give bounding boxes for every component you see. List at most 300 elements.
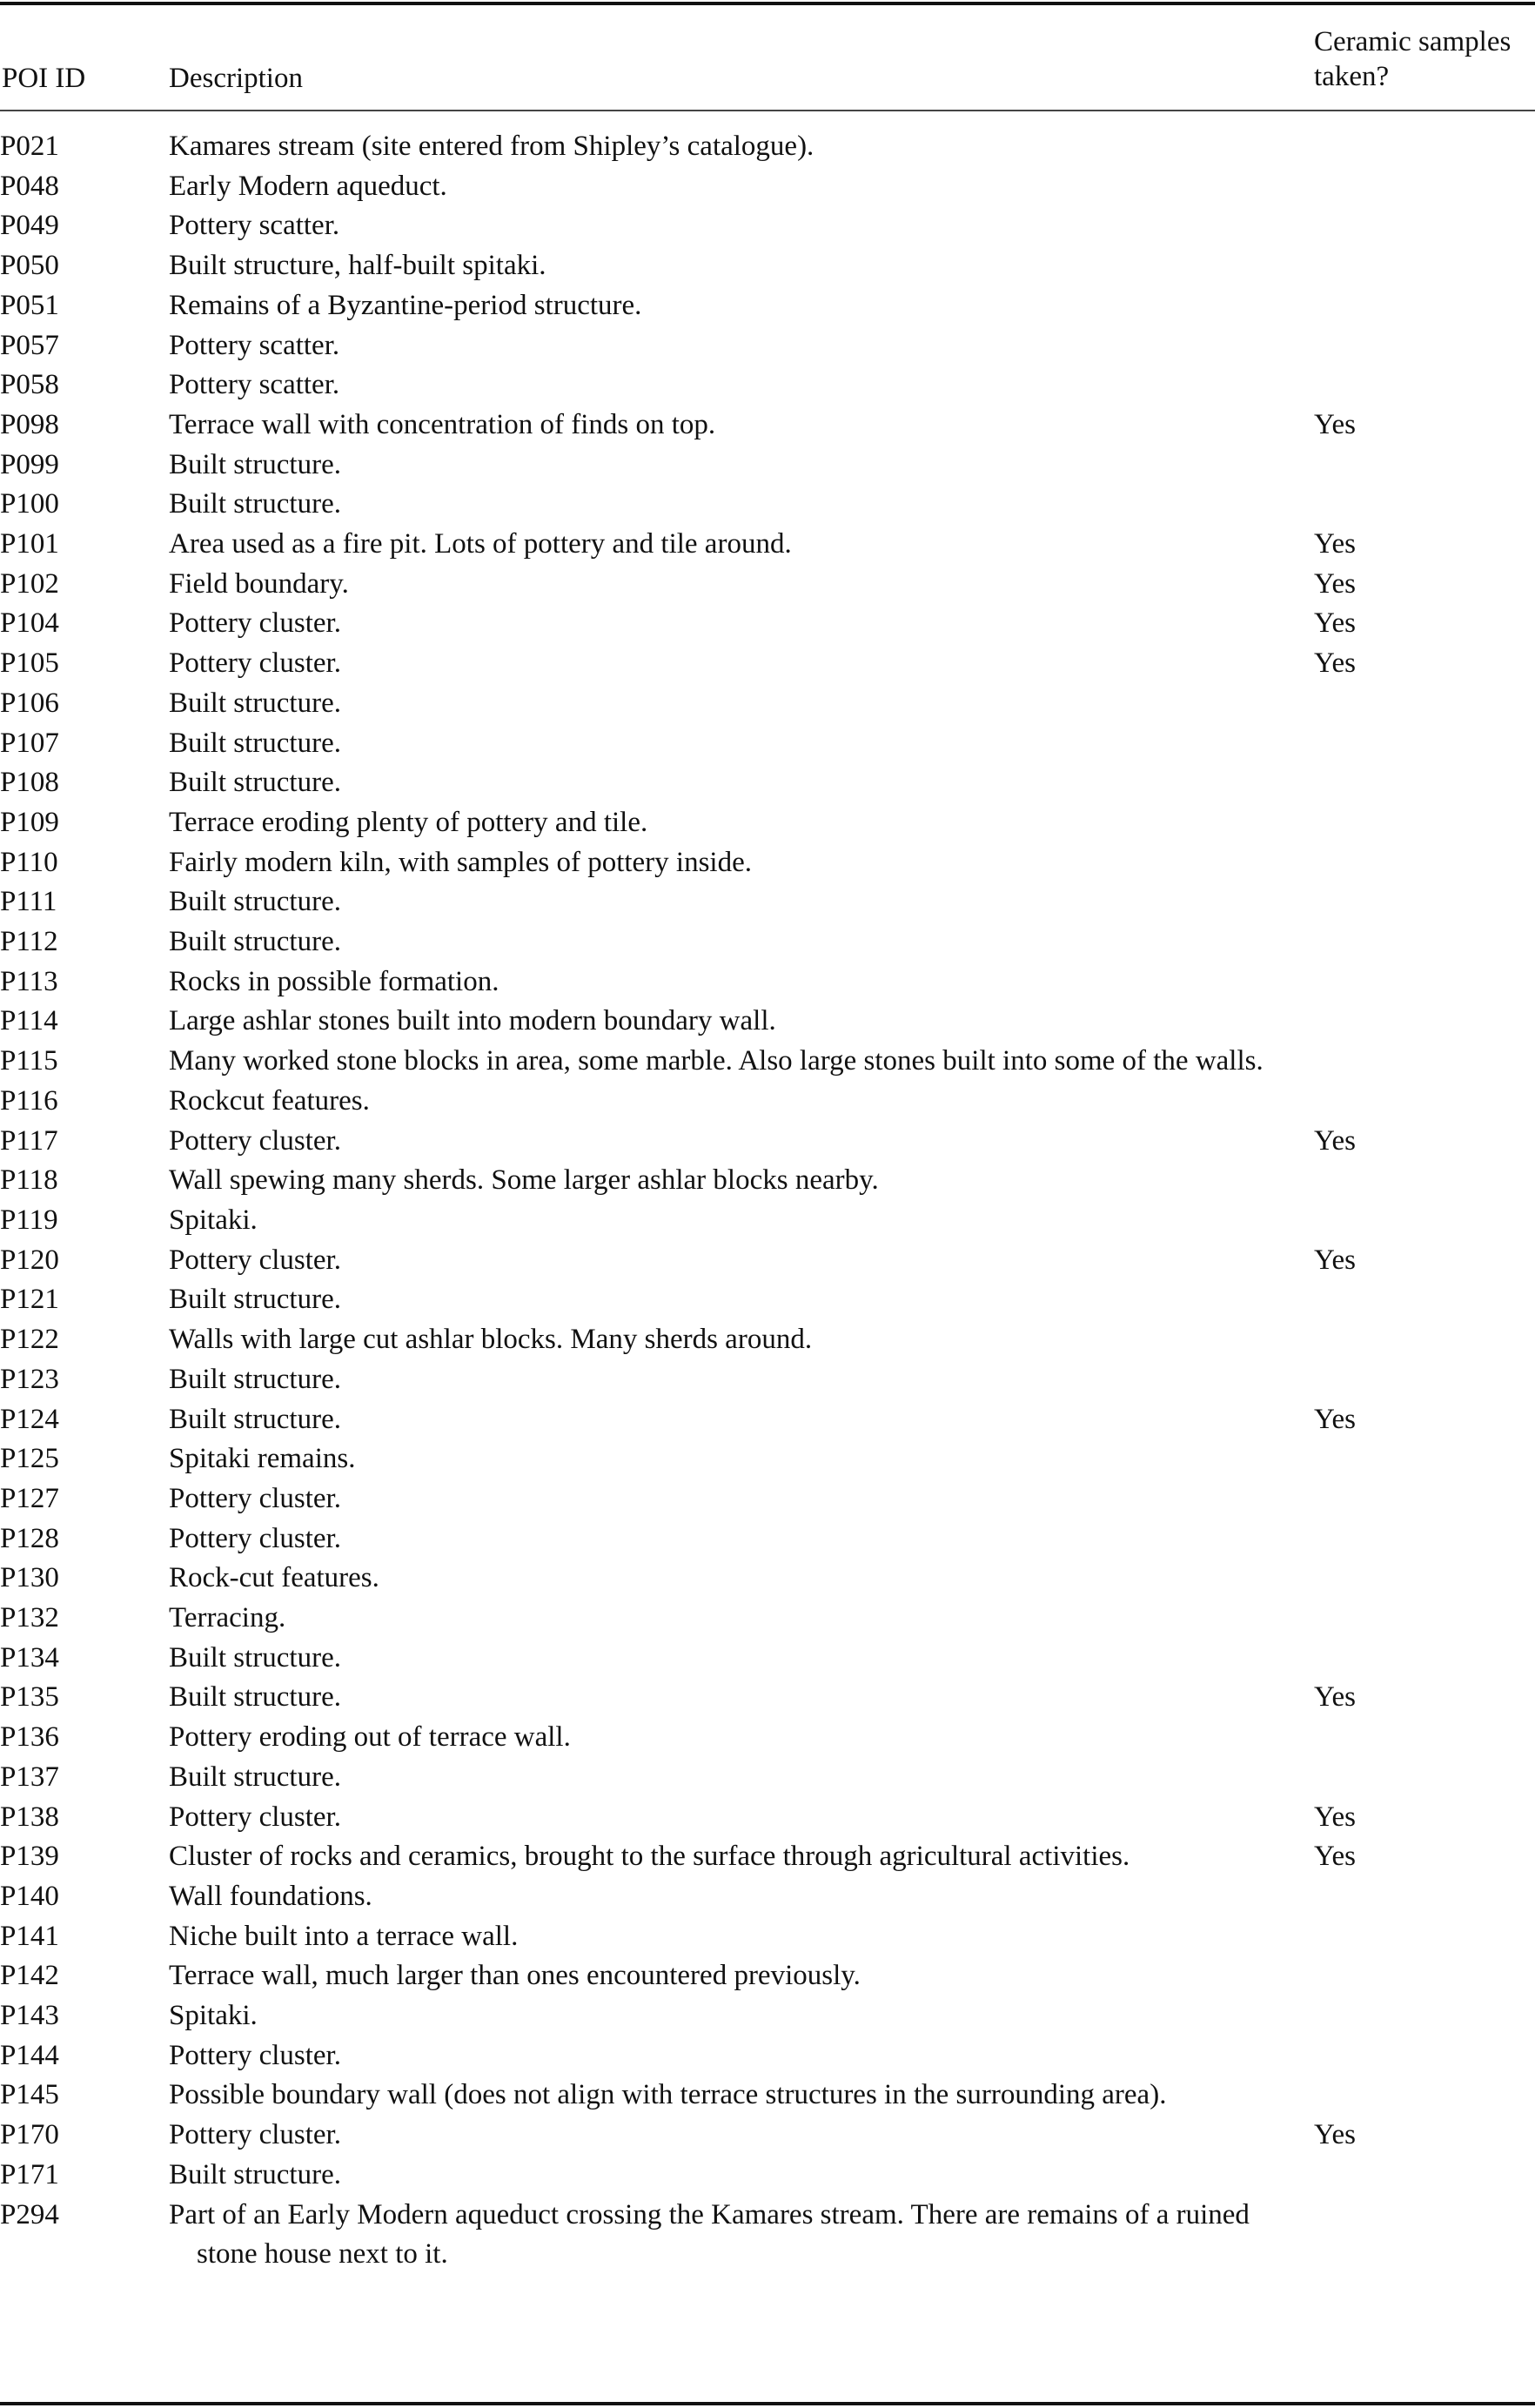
ceramic-samples-cell <box>1314 1360 1535 1400</box>
table-row <box>0 1519 1535 1559</box>
description-cell-text: Spitaki. <box>169 2000 258 2032</box>
table-row <box>0 882 1535 922</box>
description-cell <box>169 1877 1314 1917</box>
poi-id-cell-text: P113 <box>0 965 58 997</box>
poi-table <box>0 127 1535 2275</box>
description-cell <box>169 1758 1314 1798</box>
table-row <box>0 1877 1535 1917</box>
description-cell-text: Fairly modern kiln, with samples of pottery inside. <box>169 846 752 878</box>
description-cell <box>169 763 1314 803</box>
poi-id-cell-text: P136 <box>0 1721 59 1754</box>
poi-id-cell <box>0 1718 169 1758</box>
poi-id-cell <box>0 2156 169 2196</box>
table-row <box>0 406 1535 446</box>
poi-id-cell-text: P057 <box>0 329 59 361</box>
poi-id-cell <box>0 406 169 446</box>
poi-id-cell-text: P294 <box>0 2198 59 2230</box>
ceramic-samples-cell <box>1314 2036 1535 2076</box>
table-row <box>0 246 1535 286</box>
table-header-rule <box>0 110 1535 111</box>
table-row <box>0 684 1535 724</box>
description-cell <box>169 684 1314 724</box>
description-cell-text: Terrace wall, much larger than ones encountered previously. <box>169 1960 861 1992</box>
ceramic-samples-cell <box>1314 1678 1535 1718</box>
description-cell <box>169 843 1314 883</box>
poi-id-cell-text: P124 <box>0 1403 59 1435</box>
poi-id-cell <box>0 1479 169 1519</box>
poi-id-cell-text: P171 <box>0 2158 59 2190</box>
ceramic-samples-cell <box>1314 1837 1535 1877</box>
poi-id-cell <box>0 2076 169 2116</box>
description-cell-text: Pottery scatter. <box>169 329 340 361</box>
ceramic-samples-cell-text: Yes <box>1314 607 1357 640</box>
ceramic-samples-cell <box>1314 2116 1535 2156</box>
poi-id-cell <box>0 882 169 922</box>
poi-id-cell-text: P102 <box>0 567 59 600</box>
description-cell-text: Rockcut features. <box>169 1084 370 1117</box>
ceramic-samples-cell <box>1314 1718 1535 1758</box>
poi-id-cell-text: P100 <box>0 488 59 520</box>
description-cell <box>169 2116 1314 2156</box>
table-row <box>0 1996 1535 2036</box>
table-row <box>0 127 1535 167</box>
description-cell-text: Pottery cluster. <box>169 2039 341 2071</box>
description-cell-text: Niche built into a terrace wall. <box>169 1920 519 1952</box>
description-cell-text: Walls with large cut ashlar blocks. Many sherds around. <box>169 1324 813 1356</box>
description-cell <box>169 286 1314 326</box>
table-row <box>0 1122 1535 1162</box>
ceramic-samples-cell <box>1314 684 1535 724</box>
table-row <box>0 1678 1535 1718</box>
description-cell <box>169 922 1314 963</box>
poi-id-cell <box>0 1837 169 1877</box>
ceramic-samples-cell <box>1314 963 1535 1003</box>
table-row <box>0 604 1535 644</box>
description-cell <box>169 565 1314 605</box>
description-cell-text: Terrace wall with concentration of finds on top. <box>169 408 716 440</box>
description-cell <box>169 1320 1314 1360</box>
ceramic-samples-cell <box>1314 1599 1535 1639</box>
poi-id-cell-text: P058 <box>0 369 59 401</box>
table-row <box>0 1002 1535 1042</box>
description-cell-text: Cluster of rocks and ceramics, brought to the surface through agricultural activities. <box>169 1841 1130 1873</box>
description-cell-text: Built structure. <box>169 727 341 759</box>
ceramic-samples-cell <box>1314 1559 1535 1599</box>
description-cell <box>169 1280 1314 1320</box>
poi-id-cell-text: P021 <box>0 131 59 162</box>
header-description: Description <box>169 63 303 94</box>
ceramic-samples-cell <box>1314 644 1535 684</box>
description-cell <box>169 1559 1314 1599</box>
description-cell-text: Pottery cluster. <box>169 1522 341 1554</box>
ceramic-samples-cell <box>1314 1956 1535 1996</box>
description-cell-text: Pottery cluster. <box>169 1801 341 1833</box>
ceramic-samples-cell <box>1314 604 1535 644</box>
table-row <box>0 1479 1535 1519</box>
description-cell-text: Wall foundations. <box>169 1880 372 1912</box>
ceramic-samples-cell <box>1314 1996 1535 2036</box>
description-cell-text: Built structure. <box>169 448 341 480</box>
poi-id-cell-text: P109 <box>0 806 59 838</box>
table-row <box>0 286 1535 326</box>
poi-id-cell-text: P145 <box>0 2079 59 2111</box>
ceramic-samples-cell-text: Yes <box>1314 1124 1357 1157</box>
ceramic-samples-cell <box>1314 1201 1535 1241</box>
description-cell <box>169 644 1314 684</box>
description-cell <box>169 1241 1314 1281</box>
description-cell <box>169 1837 1314 1877</box>
ceramic-samples-cell <box>1314 1280 1535 1320</box>
table-row <box>0 1718 1535 1758</box>
ceramic-samples-cell <box>1314 763 1535 803</box>
poi-id-cell-text: P120 <box>0 1244 59 1276</box>
poi-id-cell <box>0 565 169 605</box>
description-cell-text: Spitaki remains. <box>169 1443 356 1475</box>
description-cell <box>169 1082 1314 1122</box>
ceramic-samples-cell-text: Yes <box>1314 1403 1357 1435</box>
table-row <box>0 1201 1535 1241</box>
ceramic-samples-cell <box>1314 1042 1535 1082</box>
description-cell-text: Pottery cluster. <box>169 647 341 680</box>
ceramic-samples-cell-text: Yes <box>1314 1841 1357 1873</box>
description-cell-text: Spitaki. <box>169 1204 258 1236</box>
description-cell <box>169 1161 1314 1201</box>
ceramic-samples-cell <box>1314 1002 1535 1042</box>
table-row <box>0 724 1535 764</box>
description-cell-text: Rocks in possible formation. <box>169 965 499 997</box>
description-cell <box>169 604 1314 644</box>
poi-id-cell <box>0 1519 169 1559</box>
poi-id-cell-text: P144 <box>0 2039 59 2071</box>
poi-id-cell-text: P123 <box>0 1363 59 1395</box>
poi-id-cell <box>0 2196 169 2275</box>
description-cell <box>169 206 1314 246</box>
ceramic-samples-cell <box>1314 843 1535 883</box>
description-cell <box>169 1996 1314 2036</box>
description-cell <box>169 1639 1314 1679</box>
description-cell-text: Possible boundary wall (does not align with terrace structures in the surrounding area). <box>169 2079 1167 2111</box>
description-cell <box>169 1002 1314 1042</box>
description-cell <box>169 1042 1314 1082</box>
description-cell-text: Built structure, half-built spitaki. <box>169 250 546 282</box>
ceramic-samples-cell-text: Yes <box>1314 1801 1357 1833</box>
table-row <box>0 843 1535 883</box>
description-cell-text: Pottery scatter. <box>169 369 340 401</box>
poi-id-cell-text: P099 <box>0 448 59 480</box>
description-cell <box>169 2076 1314 2116</box>
ceramic-samples-cell <box>1314 1519 1535 1559</box>
description-cell-text: Built structure. <box>169 1363 341 1395</box>
description-cell-text: Built structure. <box>169 1641 341 1674</box>
poi-id-cell <box>0 963 169 1003</box>
poi-id-cell <box>0 1877 169 1917</box>
poi-id-cell <box>0 1758 169 1798</box>
poi-id-cell-text: P116 <box>0 1084 58 1117</box>
poi-id-cell-text: P119 <box>0 1204 58 1236</box>
description-cell-text: Kamares stream (site entered from Shipley’s catalogue). <box>169 131 814 162</box>
poi-id-cell <box>0 644 169 684</box>
poi-id-cell <box>0 1917 169 1957</box>
ceramic-samples-cell <box>1314 803 1535 843</box>
poi-id-cell-text: P106 <box>0 687 59 719</box>
poi-id-cell-text: P170 <box>0 2119 59 2151</box>
poi-id-cell <box>0 1280 169 1320</box>
description-cell <box>169 1798 1314 1838</box>
ceramic-samples-cell-text: Yes <box>1314 647 1357 680</box>
header-poi-id: POI ID <box>2 63 86 94</box>
poi-id-cell <box>0 1122 169 1162</box>
description-cell <box>169 127 1314 167</box>
table-row <box>0 565 1535 605</box>
table-row <box>0 2156 1535 2196</box>
poi-id-cell-text: P125 <box>0 1443 59 1475</box>
description-cell-text: Part of an Early Modern aqueduct crossing the Kamares stream. There are remains of a ruined stone house next to it. <box>169 2198 1250 2270</box>
description-cell-text: Pottery cluster. <box>169 607 341 640</box>
poi-id-cell-text: P115 <box>0 1045 58 1077</box>
table-row <box>0 1042 1535 1082</box>
table-row <box>0 2036 1535 2076</box>
poi-id-cell <box>0 525 169 565</box>
poi-id-cell-text: P135 <box>0 1681 59 1714</box>
poi-id-cell-text: P107 <box>0 727 59 759</box>
table-row <box>0 1320 1535 1360</box>
poi-id-cell-text: P142 <box>0 1960 59 1992</box>
description-cell <box>169 2196 1314 2275</box>
poi-id-cell-text: P101 <box>0 528 59 560</box>
description-cell-text: Built structure. <box>169 1761 341 1793</box>
poi-id-cell-text: P122 <box>0 1324 59 1356</box>
ceramic-samples-cell <box>1314 1082 1535 1122</box>
ceramic-samples-cell <box>1314 2156 1535 2196</box>
poi-id-cell <box>0 604 169 644</box>
description-cell-text: Pottery cluster. <box>169 2119 341 2151</box>
ceramic-samples-cell <box>1314 1241 1535 1281</box>
table-row <box>0 1400 1535 1440</box>
poi-id-cell-text: P128 <box>0 1522 59 1554</box>
description-cell-text: Pottery scatter. <box>169 210 340 242</box>
ceramic-samples-cell <box>1314 922 1535 963</box>
poi-id-cell-text: P140 <box>0 1880 59 1912</box>
poi-id-cell-text: P111 <box>0 886 57 918</box>
poi-id-cell <box>0 485 169 525</box>
description-cell-text: Field boundary. <box>169 567 349 600</box>
poi-id-cell <box>0 446 169 486</box>
poi-id-cell-text: P138 <box>0 1801 59 1833</box>
table-row <box>0 1758 1535 1798</box>
ceramic-samples-cell-text: Yes <box>1314 567 1357 600</box>
poi-id-cell-text: P118 <box>0 1164 58 1197</box>
description-cell <box>169 882 1314 922</box>
poi-id-cell <box>0 922 169 963</box>
description-cell <box>169 326 1314 366</box>
ceramic-samples-cell-text: Yes <box>1314 1244 1357 1276</box>
description-cell-text: Large ashlar stones built into modern boundary wall. <box>169 1005 776 1037</box>
ceramic-samples-cell-text: Yes <box>1314 2119 1357 2151</box>
description-cell <box>169 963 1314 1003</box>
ceramic-samples-cell <box>1314 1400 1535 1440</box>
description-cell-text: Many worked stone blocks in area, some marble. Also large stones built into some of the walls. <box>169 1045 1264 1077</box>
ceramic-samples-cell <box>1314 366 1535 406</box>
ceramic-samples-cell-text: Yes <box>1314 1681 1357 1714</box>
ceramic-samples-cell <box>1314 1439 1535 1479</box>
description-cell-text: Pottery cluster. <box>169 1124 341 1157</box>
poi-id-cell <box>0 1241 169 1281</box>
poi-id-cell-text: P110 <box>0 846 58 878</box>
table-row <box>0 326 1535 366</box>
poi-id-cell <box>0 1161 169 1201</box>
description-cell-text: Built structure. <box>169 1284 341 1316</box>
description-cell-text: Pottery cluster. <box>169 1482 341 1514</box>
table-row <box>0 167 1535 207</box>
poi-id-cell-text: P137 <box>0 1761 59 1793</box>
poi-id-cell-text: P051 <box>0 289 59 321</box>
table-row <box>0 366 1535 406</box>
poi-id-cell <box>0 326 169 366</box>
poi-id-cell <box>0 286 169 326</box>
poi-id-cell-text: P121 <box>0 1284 59 1316</box>
poi-id-cell-text: P048 <box>0 170 59 202</box>
poi-id-cell-text: P112 <box>0 926 58 958</box>
description-cell <box>169 446 1314 486</box>
description-cell-text: Built structure. <box>169 687 341 719</box>
poi-id-cell <box>0 1678 169 1718</box>
description-cell-text: Built structure. <box>169 1681 341 1714</box>
poi-id-cell <box>0 246 169 286</box>
description-cell <box>169 1718 1314 1758</box>
table-row <box>0 485 1535 525</box>
poi-id-cell <box>0 1360 169 1400</box>
poi-id-cell <box>0 1559 169 1599</box>
ceramic-samples-cell <box>1314 1877 1535 1917</box>
table-row <box>0 763 1535 803</box>
poi-id-cell <box>0 803 169 843</box>
description-cell <box>169 1360 1314 1400</box>
description-cell-text: Terrace eroding plenty of pottery and tile. <box>169 806 648 838</box>
ceramic-samples-cell <box>1314 1798 1535 1838</box>
poi-id-cell-text: P050 <box>0 250 59 282</box>
poi-id-cell-text: P049 <box>0 210 59 242</box>
poi-id-cell <box>0 1996 169 2036</box>
ceramic-samples-cell-text: Yes <box>1314 528 1357 560</box>
table-row <box>0 2196 1535 2275</box>
poi-id-cell <box>0 1956 169 1996</box>
description-cell-text: Built structure. <box>169 488 341 520</box>
description-cell-text: Built structure. <box>169 2158 341 2190</box>
description-cell-text: Rock-cut features. <box>169 1562 379 1594</box>
ceramic-samples-cell <box>1314 1161 1535 1201</box>
table-row <box>0 525 1535 565</box>
poi-id-cell-text: P117 <box>0 1124 58 1157</box>
table-row <box>0 1161 1535 1201</box>
ceramic-samples-cell <box>1314 326 1535 366</box>
poi-id-cell-text: P098 <box>0 408 59 440</box>
description-cell <box>169 525 1314 565</box>
poi-id-cell <box>0 724 169 764</box>
table-row <box>0 644 1535 684</box>
description-cell <box>169 2156 1314 2196</box>
description-cell-text: Wall spewing many sherds. Some larger ashlar blocks nearby. <box>169 1164 879 1197</box>
ceramic-samples-cell-text: Yes <box>1314 408 1357 440</box>
table-row <box>0 206 1535 246</box>
table-row <box>0 1798 1535 1838</box>
description-cell <box>169 1678 1314 1718</box>
poi-id-cell-text: P105 <box>0 647 59 680</box>
poi-id-cell-text: P141 <box>0 1920 59 1952</box>
description-cell <box>169 246 1314 286</box>
ceramic-samples-cell <box>1314 286 1535 326</box>
poi-id-cell-text: P114 <box>0 1005 58 1037</box>
poi-table-body <box>0 127 1535 2275</box>
description-cell <box>169 1479 1314 1519</box>
poi-id-cell-text: P108 <box>0 767 59 799</box>
table-bottom-rule <box>0 2402 1535 2405</box>
ceramic-samples-cell <box>1314 2196 1535 2275</box>
description-cell-text: Area used as a fire pit. Lots of pottery and tile around. <box>169 528 792 560</box>
ceramic-samples-cell <box>1314 882 1535 922</box>
table-row <box>0 1280 1535 1320</box>
poi-id-cell <box>0 1002 169 1042</box>
table-row <box>0 963 1535 1003</box>
table-row <box>0 803 1535 843</box>
description-cell-text: Built structure. <box>169 886 341 918</box>
table-row <box>0 1241 1535 1281</box>
table-row <box>0 922 1535 963</box>
poi-id-cell <box>0 1201 169 1241</box>
poi-id-cell-text: P139 <box>0 1841 59 1873</box>
description-cell-text: Pottery cluster. <box>169 1244 341 1276</box>
ceramic-samples-cell <box>1314 167 1535 207</box>
description-cell-text: Built structure. <box>169 1403 341 1435</box>
poi-id-cell <box>0 366 169 406</box>
table-row <box>0 1917 1535 1957</box>
ceramic-samples-cell <box>1314 406 1535 446</box>
header-ceramic-samples: Ceramic samples taken? <box>1314 26 1512 92</box>
table-top-rule <box>0 2 1535 5</box>
table-row <box>0 1439 1535 1479</box>
ceramic-samples-cell <box>1314 1917 1535 1957</box>
poi-id-cell-text: P132 <box>0 1602 59 1634</box>
poi-id-cell <box>0 684 169 724</box>
table-row <box>0 2116 1535 2156</box>
poi-id-cell <box>0 1042 169 1082</box>
description-cell <box>169 1400 1314 1440</box>
description-cell <box>169 366 1314 406</box>
poi-id-cell <box>0 843 169 883</box>
description-cell-text: Early Modern aqueduct. <box>169 170 447 202</box>
poi-id-cell <box>0 1439 169 1479</box>
table-row <box>0 446 1535 486</box>
table-row <box>0 1956 1535 1996</box>
description-cell <box>169 803 1314 843</box>
poi-id-cell-text: P104 <box>0 607 59 640</box>
poi-id-cell <box>0 1639 169 1679</box>
description-cell <box>169 1439 1314 1479</box>
poi-id-cell <box>0 127 169 167</box>
table-row <box>0 1559 1535 1599</box>
description-cell <box>169 167 1314 207</box>
description-cell-text: Terracing. <box>169 1602 286 1634</box>
ceramic-samples-cell <box>1314 1122 1535 1162</box>
ceramic-samples-cell <box>1314 2076 1535 2116</box>
description-cell-text: Pottery eroding out of terrace wall. <box>169 1721 571 1754</box>
description-cell <box>169 485 1314 525</box>
description-cell <box>169 1122 1314 1162</box>
ceramic-samples-cell <box>1314 1320 1535 1360</box>
ceramic-samples-cell <box>1314 446 1535 486</box>
description-cell <box>169 1201 1314 1241</box>
description-cell <box>169 1956 1314 1996</box>
ceramic-samples-cell <box>1314 127 1535 167</box>
